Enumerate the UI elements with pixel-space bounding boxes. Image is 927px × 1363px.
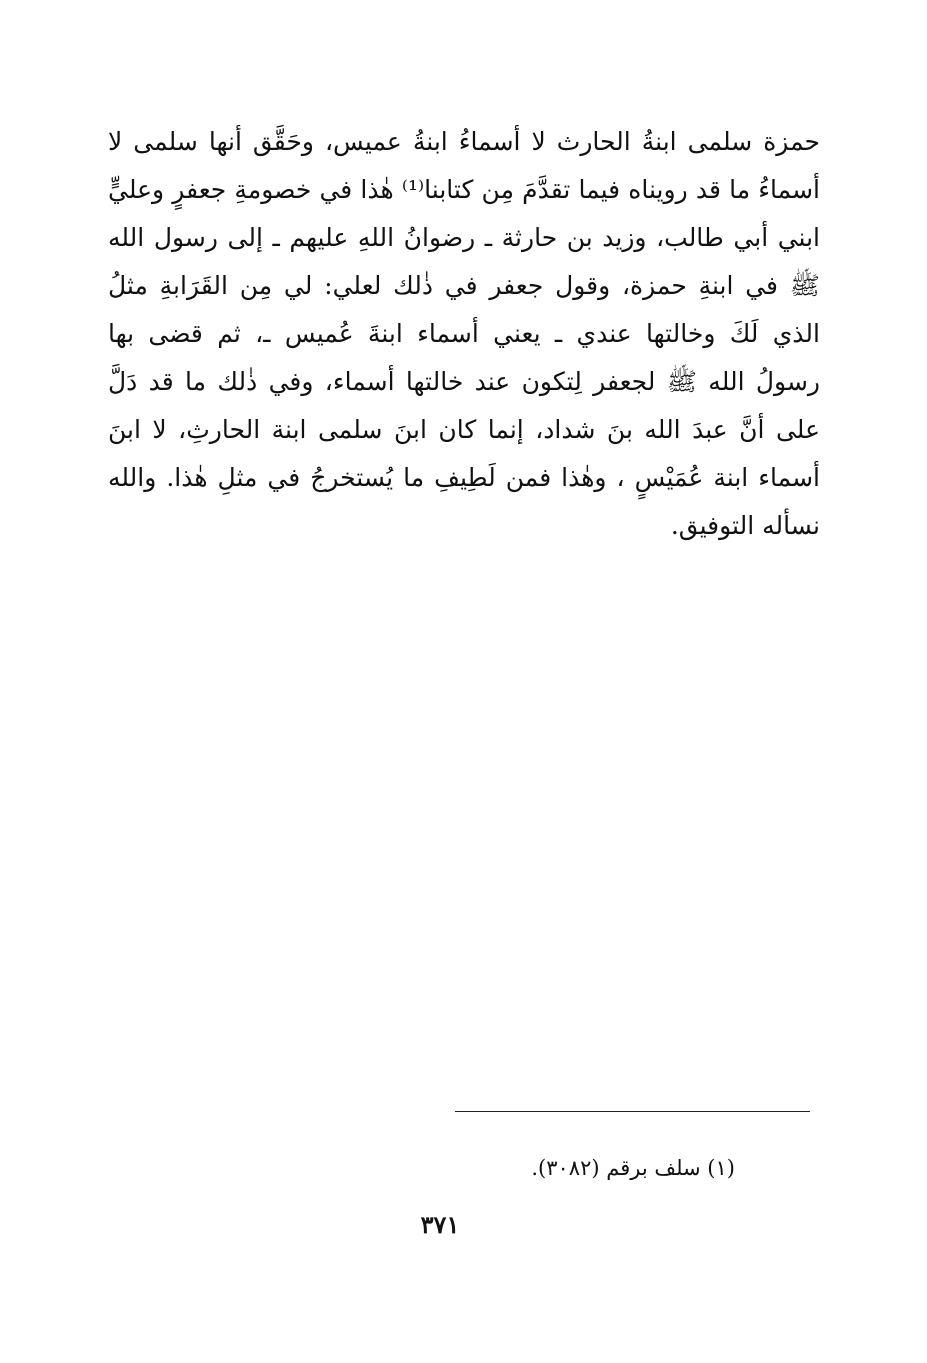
footnote-separator xyxy=(455,1111,810,1112)
text-line-8: أسماء ابنة عُمَيْسٍ ، وهٰذا فمن لَطِيفِ ما يُستخرجُ في مثلِ هٰذا. والله xyxy=(108,463,820,492)
text-line-2: أسماءُ ما قد رويناه فيما تقدَّمَ مِن كتابنا⁽¹⁾ هٰذا في خصومةِ جعفرٍ وعليٍّ xyxy=(108,175,820,204)
text-line-3: ابني أبي طالب، وزيد بن حارثة ـ رضوانُ اللهِ عليهم ـ إلى رسول الله xyxy=(108,223,820,252)
text-line-1: حمزة سلمى ابنةُ الحارث لا أسماءُ ابنةُ عميس، وحَقَّق أنها سلمى لا xyxy=(108,127,820,156)
text-line-4: ﷺ في ابنةِ حمزة، وقول جعفر في ذٰلك لعلي: لي مِن القَرَابةِ مثلُ xyxy=(108,271,820,300)
page-number: ٣٧١ xyxy=(420,1210,460,1239)
footnote: (١) سلف برقم (٣٠٨٢). xyxy=(531,1156,735,1180)
text-line-9: نسأله التوفيق. xyxy=(670,511,820,540)
text-line-6: رسولُ الله ﷺ لجعفر لِتكون عند خالتها أسماء، وفي ذٰلك ما قد دَلَّ xyxy=(108,367,820,396)
main-text-block xyxy=(108,118,820,550)
text-line-7: على أنَّ عبدَ الله بنَ شداد، إنما كان ابنَ سلمى ابنة الحارثِ، لا ابنَ xyxy=(108,415,820,444)
text-line-5: الذي لَكَ وخالتها عندي ـ يعني أسماء ابنةَ عُميس ـ، ثم قضى بها xyxy=(108,319,820,348)
